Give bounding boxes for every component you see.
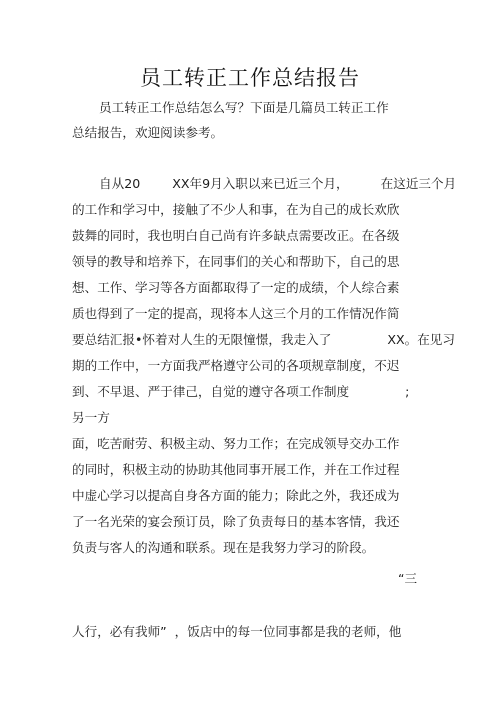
paragraph-line: 领导的教导和培养下，在同事们的关心和帮助下，自己的思 xyxy=(72,254,400,269)
paragraph-line: 想、工作、学习等各方面都取得了一定的成绩，个人综合素 xyxy=(72,280,400,295)
paragraph-line: 的同时，积极主动的协助其他同事开展工作，并在工作过程 xyxy=(72,462,400,477)
paragraph-line: 了一名光荣的宴会预订员，除了负责每日的基本客情，我还 xyxy=(72,514,400,529)
paragraph-line: 要总结汇报•怀着对人生的无限憧憬，我走入了 XX。在见习 xyxy=(72,332,455,347)
intro-line: 总结报告，欢迎阅读参考。 xyxy=(72,125,224,140)
paragraph-line: 自从20 XX年9月入职以来已近三个月， 在这近三个月 xyxy=(99,176,457,191)
paragraph-line: 的工作和学习中，接触了不少人和事，在为自己的成长欢欣 xyxy=(72,202,400,217)
paragraph-line: 面，吃苦耐劳、积极主动、努力工作；在完成领导交办工作 xyxy=(72,436,400,451)
paragraph-line: 另一方 xyxy=(72,410,110,425)
paragraph-line: 期的工作中，一方面我严格遵守公司的各项规章制度，不迟 xyxy=(72,358,400,373)
intro-line: 员工转正工作总结怎么写？下面是几篇员工转正工作 xyxy=(99,100,389,115)
paragraph-line: 负责与客人的沟通和联系。现在是我努力学习的阶段。 xyxy=(72,540,375,555)
document-title: 员工转正工作总结报告 xyxy=(140,66,360,90)
paragraph-line: 到、不早退、严于律己，自觉的遵守各项工作制度 ; xyxy=(72,384,410,399)
quote-open: “三 xyxy=(398,571,418,586)
paragraph-line: 人行，必有我师” ，饭店中的每一位同事都是我的老师，他 xyxy=(72,624,402,639)
paragraph-line: 质也得到了一定的提高，现将本人这三个月的工作情况作简 xyxy=(72,306,400,321)
paragraph-line: 鼓舞的同时，我也明白自己尚有许多缺点需要改正。在各级 xyxy=(72,228,400,243)
paragraph-line: 中虚心学习以提高自身各方面的能力；除此之外，我还成为 xyxy=(72,488,400,503)
